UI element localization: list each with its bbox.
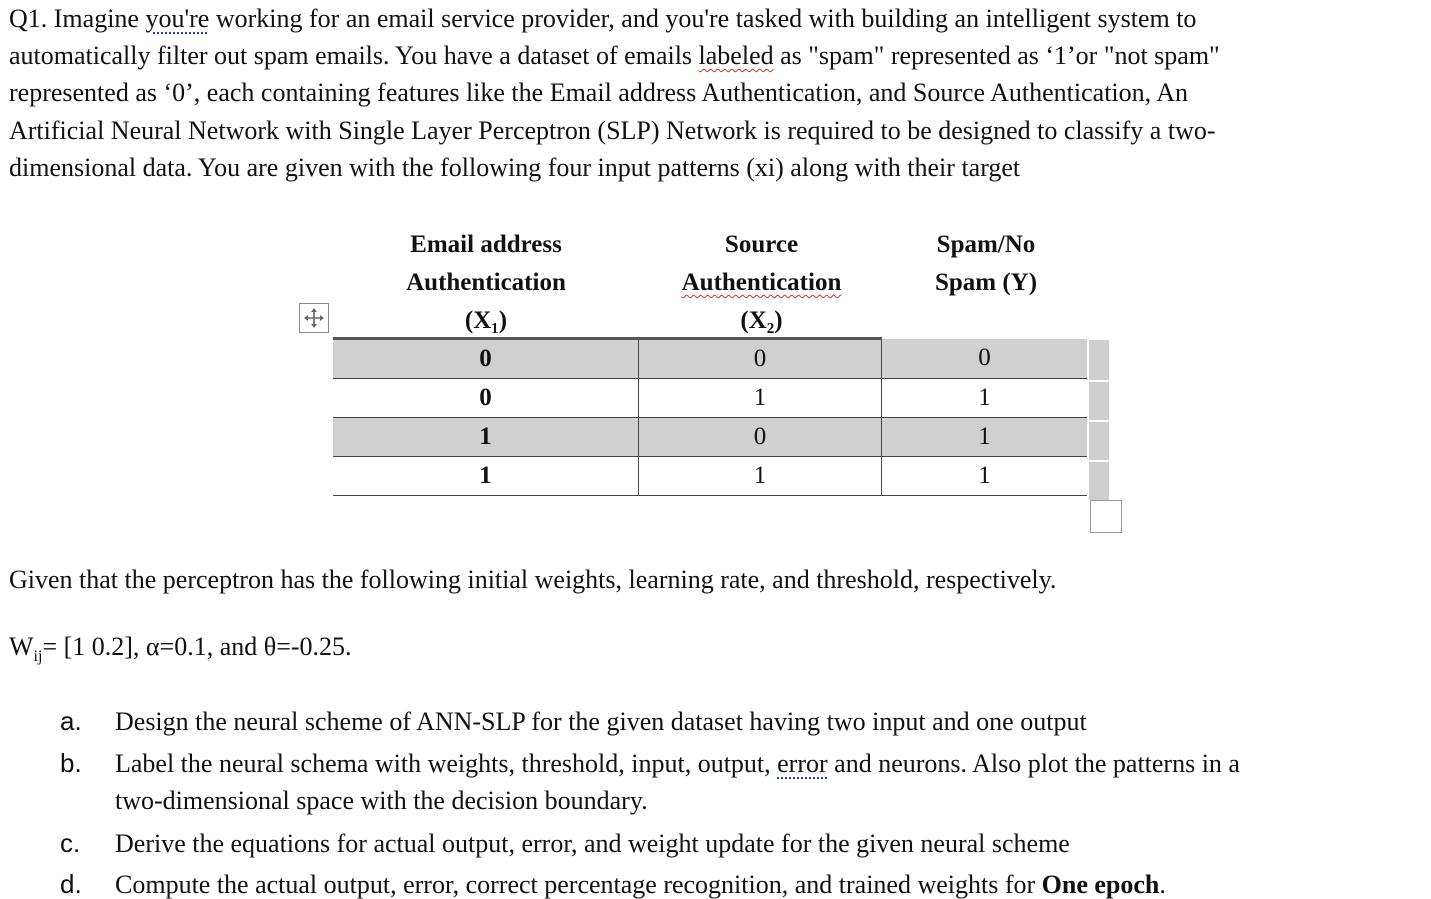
cell-x2[interactable]: 0	[639, 418, 882, 457]
row-end-divider	[1089, 380, 1109, 382]
table-resize-icon[interactable]	[1090, 500, 1122, 533]
spelling-flag-labeled[interactable]: labeled	[698, 41, 774, 71]
table-row	[333, 418, 1087, 457]
cell-x1[interactable]: 0	[333, 339, 639, 379]
question-line-2: automatically filter out spam emails. You have a dataset of emails labeled as "spam" represented as ‘1’or "not spam"	[9, 41, 1220, 71]
grammar-flag-error[interactable]: error	[777, 749, 828, 778]
table-header-y: Spam/No Spam (Y)	[934, 231, 1038, 296]
question-line-1: Q1. Imagine you're working for an email service provider, and you're tasked with building an intelligent system to	[9, 4, 1197, 33]
question-line-4: Artificial Neural Network with Single Layer Perceptron (SLP) Network is required to be designed to classify a two-	[9, 115, 1216, 145]
sub-question-list	[60, 703, 1420, 899]
cell-y[interactable]: 0	[882, 339, 1088, 379]
weights-line: $W_{ij}= [1$ 0.2], α=0.1, and θ=-0.25.	[9, 632, 352, 666]
question-line-5: dimensional data. You are given with the following four input patterns (xi) along with their target	[9, 152, 1021, 182]
cell-x1[interactable]: 0	[333, 379, 639, 418]
question-line-3: represented as ‘0’, each containing features like the Email address Authentication, and Source Authentication, An	[9, 78, 1189, 108]
list-item: d. Compute the actual output, error, correct percentage recognition, and trained weights for One epoch.	[60, 866, 1420, 899]
cell-x2[interactable]: 1	[639, 379, 882, 418]
table-row	[333, 379, 1087, 418]
list-marker: a.	[60, 706, 82, 736]
list-marker: c.	[60, 828, 81, 858]
cell-y[interactable]: 1	[882, 418, 1088, 457]
list-marker: b.	[60, 748, 82, 778]
given-statement: Given that the perceptron has the following initial weights, learning rate, and threshold, respectively.	[9, 565, 1057, 594]
data-table	[333, 337, 1087, 496]
row-end-divider	[1089, 460, 1109, 462]
cell-x2[interactable]: 1	[639, 457, 882, 496]
spelling-flag-authentication[interactable]: Authentication	[681, 269, 842, 296]
cell-x1[interactable]: 1	[333, 418, 639, 457]
grammar-flag-youre[interactable]: you're	[145, 4, 210, 33]
table-row	[333, 339, 1087, 379]
cell-y[interactable]: 1	[882, 379, 1088, 418]
cell-x1[interactable]: 1	[333, 457, 639, 496]
list-item: c. Derive the equations for actual output, error, and weight update for the given neural scheme	[60, 825, 1420, 862]
cell-y[interactable]: 1	[882, 457, 1088, 496]
list-item: a. Design the neural scheme of ANN-SLP for the given dataset having two input and one output	[60, 703, 1420, 740]
list-item: b. Label the neural schema with weights, threshold, input, output, error and neurons. Also plot the patterns in a two-dimensional space with the decision boundary.	[60, 745, 1420, 819]
row-end-markers	[1089, 340, 1109, 500]
table-row	[333, 457, 1087, 496]
list-marker: d.	[60, 869, 82, 899]
row-end-divider	[1089, 420, 1109, 422]
cell-x2[interactable]: 0	[639, 339, 882, 379]
question-paragraph	[9, 0, 1417, 186]
move-arrows-icon[interactable]	[299, 303, 329, 333]
table-header-x1: Email address Authentication (X₁)	[406, 231, 566, 334]
table-header-x2: Source Authentication (X₂)	[681, 231, 842, 334]
